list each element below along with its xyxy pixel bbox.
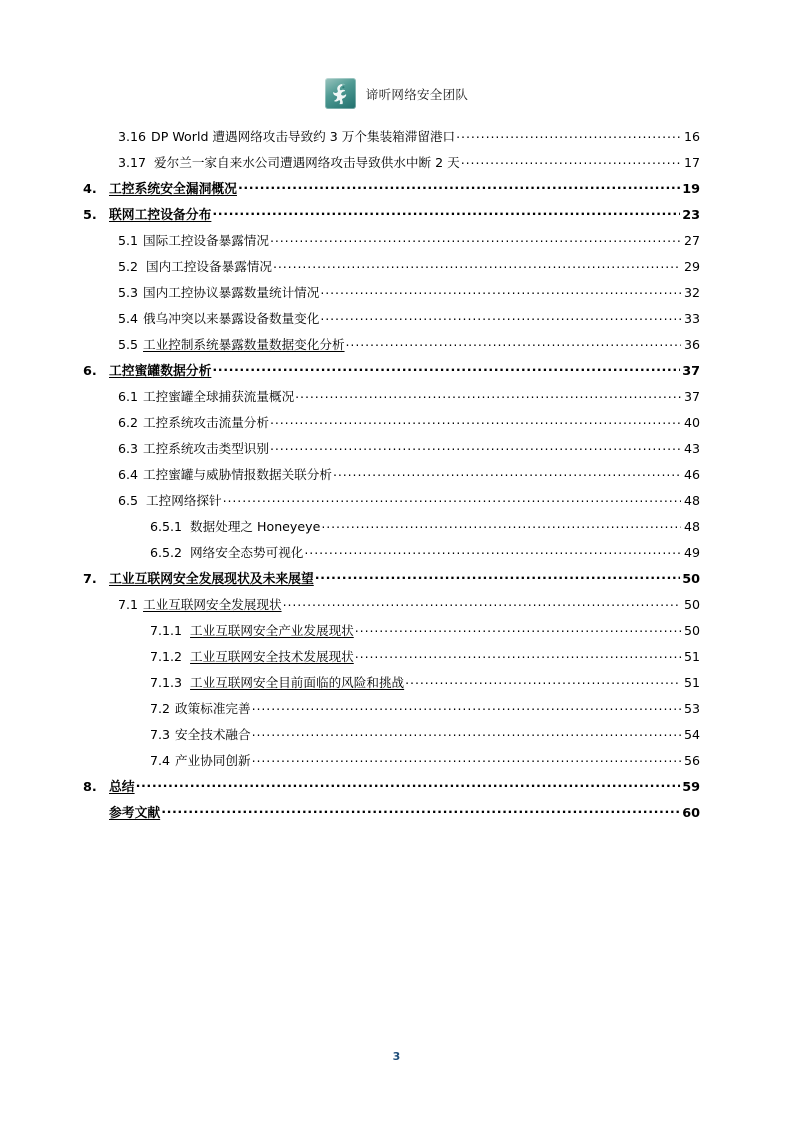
toc-entry-title: 工控蜜罐与威胁情报数据关联分析 (143, 467, 332, 482)
toc-entry-title: 工业互联网安全目前面临的风险和挑战 (190, 675, 405, 690)
toc-leader-dots (321, 518, 681, 531)
toc-entry-number: 7.1 (118, 597, 139, 612)
toc-entry-title: 联网工控设备分布 (109, 208, 212, 223)
toc-entry-page-number: 50 (682, 572, 700, 587)
toc-leader-dots (273, 258, 681, 271)
toc-entry-number: 5.1 (118, 233, 139, 248)
toc-leader-dots (223, 492, 681, 505)
toc-leader-dots (304, 544, 681, 557)
toc-entry-number: 6.1 (118, 389, 139, 404)
toc-entry[interactable] (0, 594, 793, 620)
toc-entry-number: 4. (83, 182, 97, 197)
toc-entry-title: 政策标准完善 (175, 701, 251, 716)
toc-entry-title: 工控网络探针 (146, 493, 222, 508)
toc-leader-dots (295, 388, 681, 401)
toc-entry-number: 6.5.1 (150, 519, 183, 534)
toc-leader-dots (270, 232, 681, 245)
toc-entry-page-number: 60 (682, 806, 700, 821)
toc-leader-dots (212, 362, 680, 375)
toc-leader-dots (333, 466, 681, 479)
toc-entry-title: 国内工控协议暴露数量统计情况 (143, 285, 320, 300)
toc-entry-page-number: 53 (683, 701, 700, 716)
toc-entry-page-number: 51 (683, 675, 700, 690)
toc-entry[interactable] (0, 178, 793, 204)
toc-entry-number: 7.3 (150, 727, 171, 742)
toc-entry-page-number: 49 (683, 545, 700, 560)
toc-entry[interactable] (0, 776, 793, 802)
toc-leader-dots (238, 180, 680, 193)
toc-entry-title: 国际工控设备暴露情况 (143, 233, 269, 248)
toc-leader-dots (355, 622, 681, 635)
toc-entry[interactable] (0, 152, 793, 178)
toc-entry-number: 6.3 (118, 441, 139, 456)
toc-entry-number: 7.1.1 (150, 623, 183, 638)
toc-entry-title: 工业互联网安全发展现状及未来展望 (109, 572, 314, 587)
toc-entry-title: 工业互联网安全技术发展现状 (190, 649, 354, 664)
toc-entry-number: 7.1.3 (150, 675, 183, 690)
toc-entry-title: 参考文献 (109, 806, 161, 821)
toc-entry[interactable] (0, 204, 793, 230)
toc-entry-page-number: 19 (682, 182, 700, 197)
toc-leader-dots (161, 804, 680, 817)
toc-entry[interactable] (0, 620, 793, 646)
toc-entry-number: 5.3 (118, 285, 139, 300)
toc-entry[interactable] (0, 412, 793, 438)
toc-entry-page-number: 36 (683, 337, 700, 352)
toc-leader-dots (405, 674, 681, 687)
toc-entry-page-number: 16 (683, 129, 700, 144)
toc-entry[interactable] (0, 308, 793, 334)
toc-entry[interactable] (0, 282, 793, 308)
toc-entry-number: 5.5 (118, 337, 139, 352)
toc-entry-page-number: 56 (683, 753, 700, 768)
toc-entry[interactable] (0, 230, 793, 256)
toc-entry-title: 工业互联网安全发展现状 (143, 597, 282, 612)
toc-entry-page-number: 59 (682, 780, 700, 795)
toc-entry[interactable] (0, 464, 793, 490)
table-of-contents (0, 126, 793, 828)
toc-leader-dots (252, 752, 681, 765)
toc-entry[interactable] (0, 256, 793, 282)
toc-entry-page-number: 32 (683, 285, 700, 300)
toc-leader-dots (252, 726, 681, 739)
toc-entry-page-number: 46 (683, 467, 700, 482)
toc-entry-number: 6.4 (118, 467, 139, 482)
toc-entry-title: 爱尔兰一家自来水公司遭遇网络攻击导致供水中断 2 天 (154, 155, 460, 170)
toc-entry-title: 安全技术融合 (175, 727, 251, 742)
toc-leader-dots (315, 570, 680, 583)
toc-entry[interactable] (0, 646, 793, 672)
toc-leader-dots (270, 440, 681, 453)
toc-entry-page-number: 29 (683, 259, 700, 274)
toc-entry-number: 5.4 (118, 311, 139, 326)
toc-entry-title: 工业控制系统暴露数量数据变化分析 (143, 337, 345, 352)
toc-entry[interactable] (0, 334, 793, 360)
toc-leader-dots (252, 700, 681, 713)
toc-leader-dots (212, 206, 680, 219)
toc-leader-dots (355, 648, 681, 661)
toc-leader-dots (346, 336, 681, 349)
toc-entry-page-number: 50 (683, 597, 700, 612)
toc-entry[interactable] (0, 698, 793, 724)
toc-entry-number: 7.1.2 (150, 649, 183, 664)
toc-entry[interactable] (0, 542, 793, 568)
toc-entry[interactable] (0, 360, 793, 386)
toc-entry-title: 工控系统攻击流量分析 (143, 415, 269, 430)
toc-entry-number: 7.2 (150, 701, 171, 716)
toc-leader-dots (320, 284, 681, 297)
toc-entry-page-number: 48 (683, 519, 700, 534)
toc-entry-page-number: 37 (683, 389, 700, 404)
toc-entry-number: 6.5.2 (150, 545, 183, 560)
toc-leader-dots (136, 778, 681, 791)
toc-entry-title: 工控系统安全漏洞概况 (109, 182, 237, 197)
toc-entry-page-number: 37 (682, 364, 700, 379)
brand-name: 谛听网络安全团队 (365, 86, 469, 102)
toc-leader-dots (283, 596, 681, 609)
toc-entry-number: 8. (83, 780, 97, 795)
toc-entry[interactable] (0, 750, 793, 776)
toc-entry-number: 3.17 (118, 155, 147, 170)
toc-entry-page-number: 17 (683, 155, 700, 170)
toc-entry-title: DP World 遭遇网络攻击导致约 3 万个集装箱滞留港口 (151, 129, 456, 144)
toc-entry[interactable] (0, 386, 793, 412)
toc-leader-dots (461, 154, 681, 167)
toc-entry-title: 总结 (109, 780, 135, 795)
toc-entry-title: 数据处理之 Honeyeye (190, 519, 321, 534)
toc-leader-dots (270, 414, 681, 427)
toc-entry-title: 工控蜜罐数据分析 (109, 364, 212, 379)
toc-entry[interactable] (0, 126, 793, 152)
toc-entry-number: 7.4 (150, 753, 171, 768)
toc-entry[interactable] (0, 490, 793, 516)
toc-entry[interactable] (0, 724, 793, 750)
toc-entry-page-number: 33 (683, 311, 700, 326)
toc-entry[interactable] (0, 516, 793, 542)
toc-entry-page-number: 54 (683, 727, 700, 742)
toc-entry-page-number: 27 (683, 233, 700, 248)
toc-entry-page-number: 40 (683, 415, 700, 430)
toc-entry-page-number: 48 (683, 493, 700, 508)
toc-entry[interactable] (0, 802, 793, 828)
document-header (0, 78, 793, 109)
toc-entry-page-number: 43 (683, 441, 700, 456)
toc-entry[interactable] (0, 438, 793, 464)
toc-entry-title: 产业协同创新 (175, 753, 251, 768)
toc-entry-number: 3.16 (118, 129, 147, 144)
toc-entry-title: 俄乌冲突以来暴露设备数量变化 (143, 311, 320, 326)
toc-entry-number: 5.2 (118, 259, 139, 274)
toc-entry-number: 6.5 (118, 493, 139, 508)
page-number-footer: 3 (392, 1050, 401, 1063)
dithing-beast-logo-icon (325, 78, 356, 109)
toc-entry-title: 工业互联网安全产业发展现状 (190, 623, 354, 638)
toc-entry-title: 国内工控设备暴露情况 (146, 259, 272, 274)
toc-entry-number: 5. (83, 208, 97, 223)
toc-entry-title: 工控系统攻击类型识别 (143, 441, 269, 456)
toc-entry-page-number: 23 (682, 208, 700, 223)
toc-leader-dots (456, 128, 681, 141)
toc-entry-number: 6. (83, 364, 97, 379)
toc-entry-page-number: 51 (683, 649, 700, 664)
toc-entry[interactable] (0, 568, 793, 594)
toc-entry-title: 工控蜜罐全球捕获流量概况 (143, 389, 295, 404)
toc-entry-title: 网络安全态势可视化 (190, 545, 304, 560)
toc-entry-number: 6.2 (118, 415, 139, 430)
toc-entry[interactable] (0, 672, 793, 698)
toc-leader-dots (320, 310, 681, 323)
toc-entry-page-number: 50 (683, 623, 700, 638)
toc-entry-number: 7. (83, 572, 97, 587)
